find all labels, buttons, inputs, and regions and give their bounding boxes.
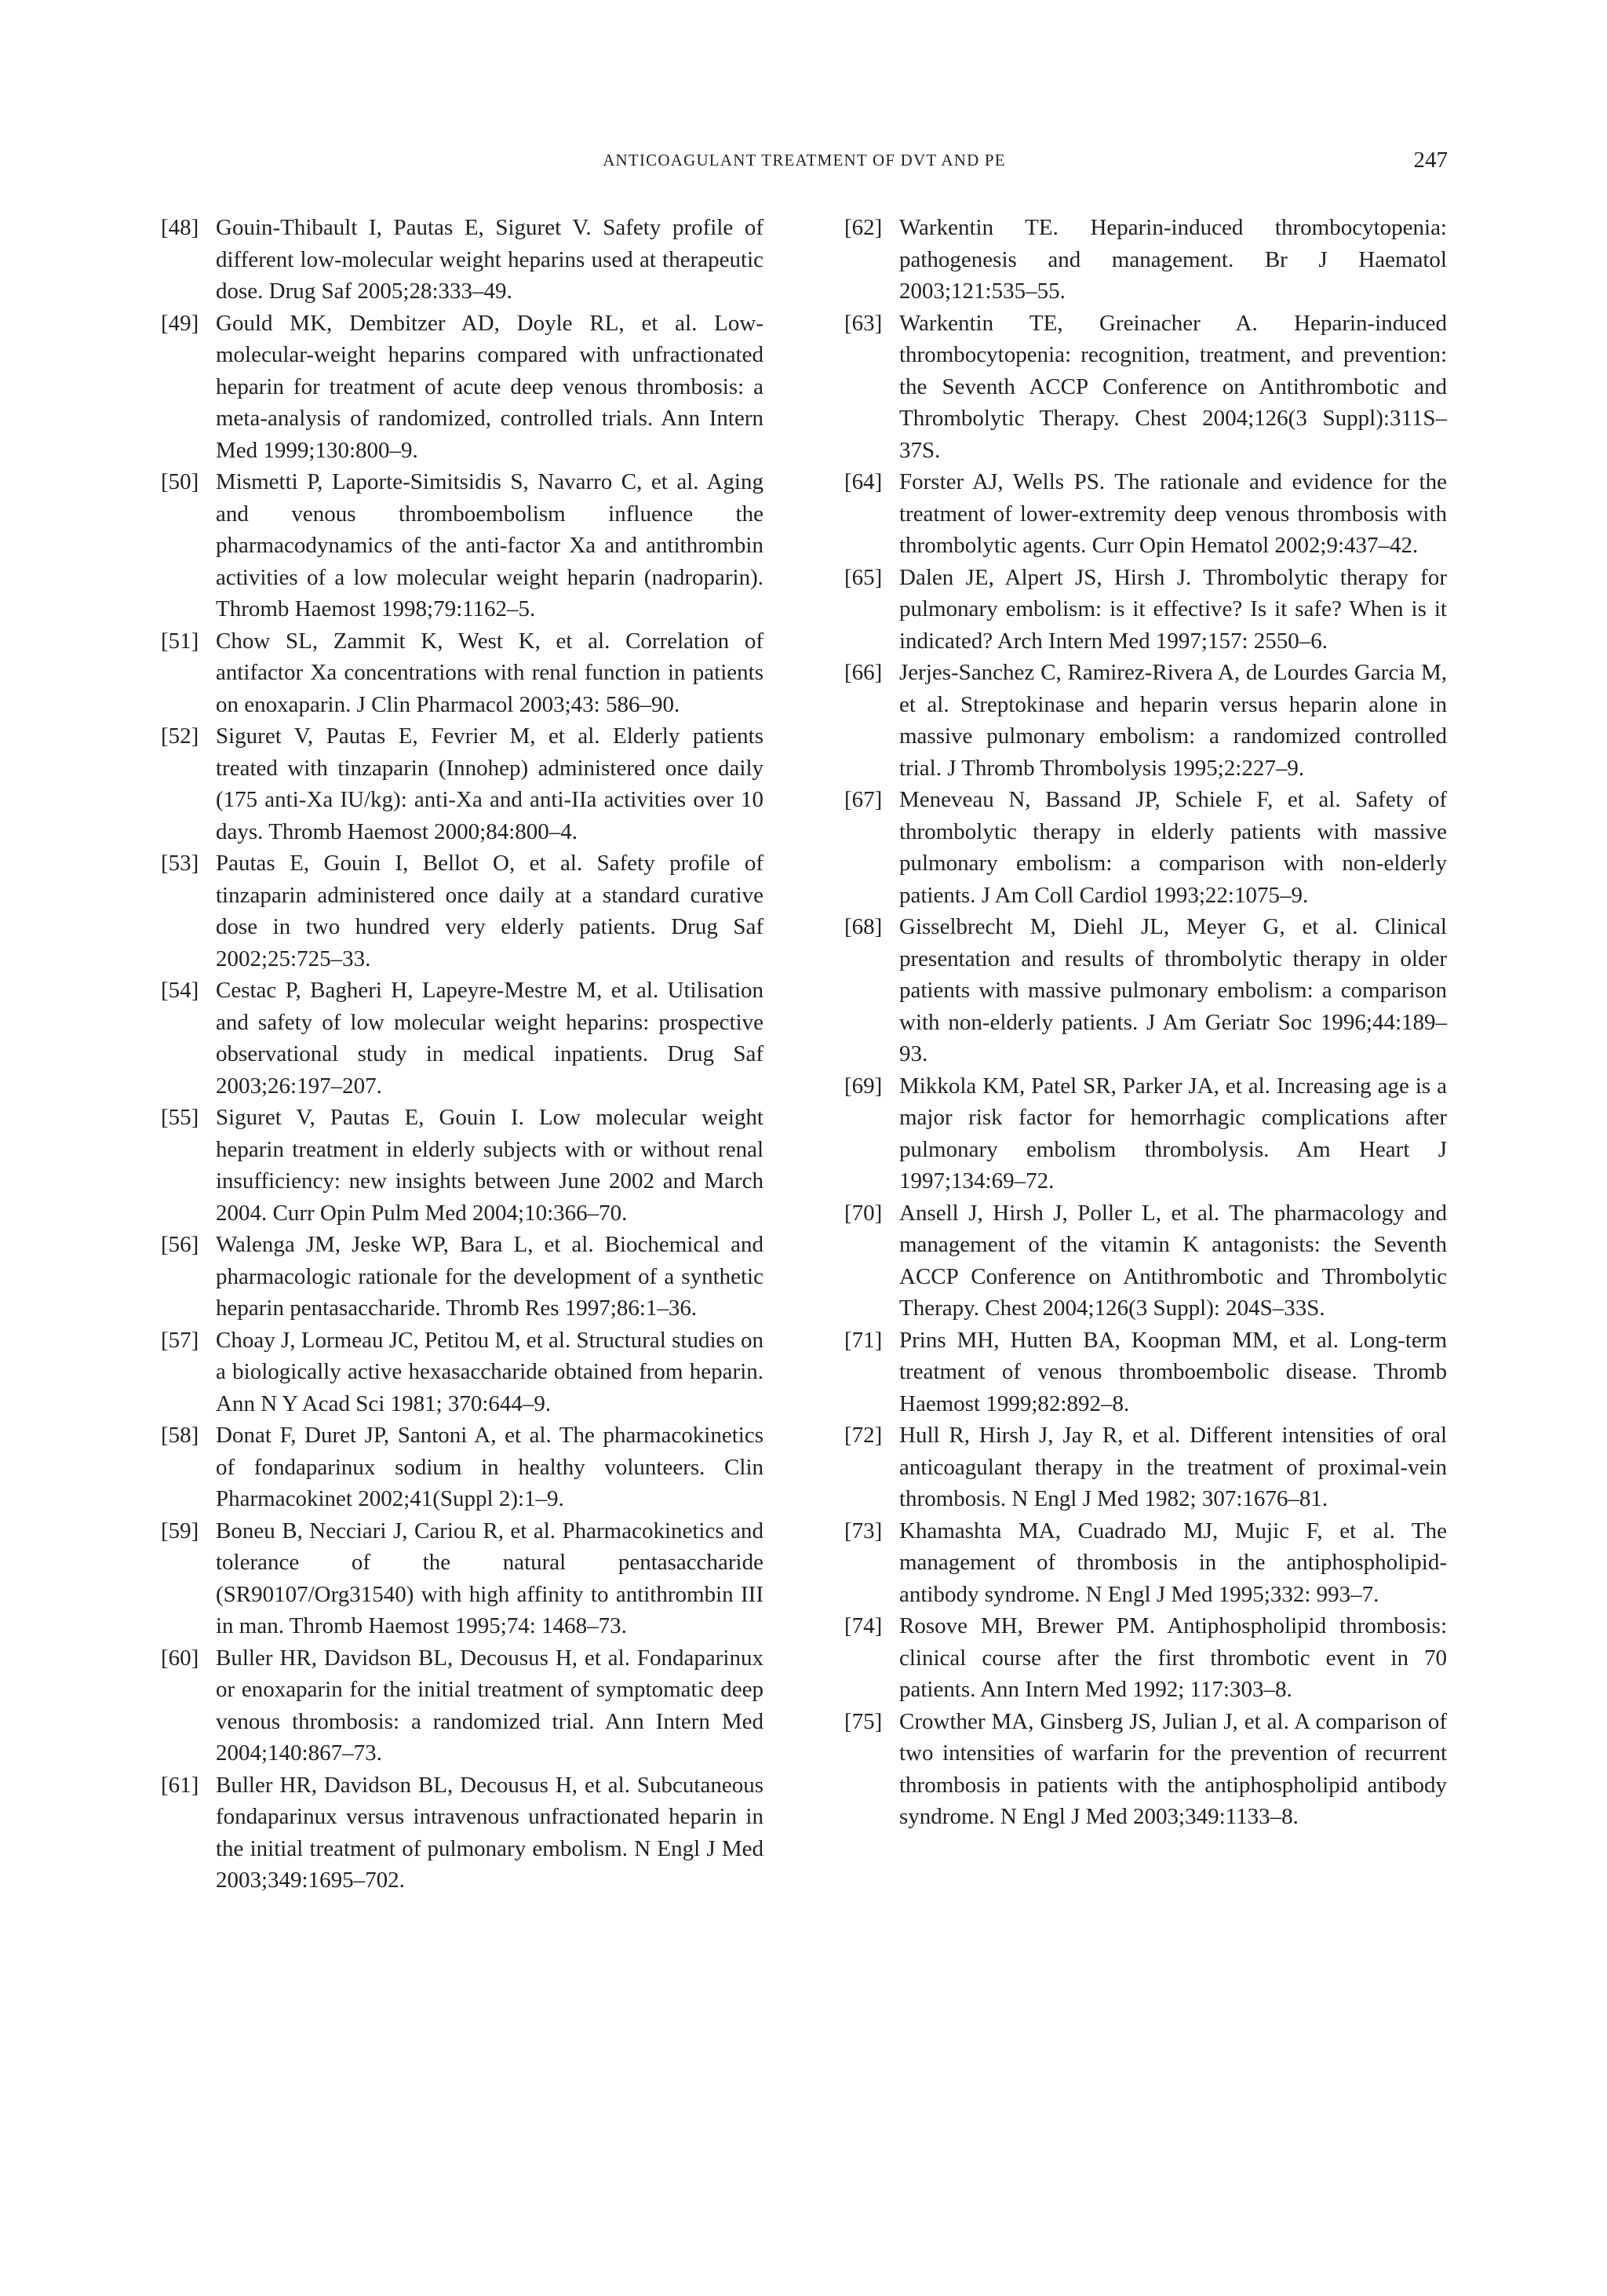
- reference-column-right: [844, 212, 1447, 1833]
- reference-entry: [844, 657, 1447, 784]
- reference-text: Siguret V, Pautas E, Gouin I. Low molecular weight heparin treatment in elderly subjects with or without renal insufficiency: new insights between June 2002 and March 2004. Curr Opin Pulm Med 2004;10:366–70.: [216, 1105, 763, 1226]
- reference-number: [59]: [161, 1518, 199, 1543]
- reference-entry: [844, 1420, 1447, 1515]
- reference-number: [62]: [844, 215, 883, 240]
- reference-entry: [844, 1706, 1447, 1833]
- reference-entry: [844, 784, 1447, 911]
- reference-number: [60]: [161, 1645, 199, 1671]
- reference-number: [63]: [844, 310, 883, 336]
- reference-text: Jerjes-Sanchez C, Ramirez-Rivera A, de Lourdes Garcia M, et al. Streptokinase and heparin versus heparin alone in massive pulmonary embolism: a randomized controlled trial. J Thromb Thrombolysis 1995;2:227–9.: [899, 660, 1447, 781]
- reference-number: [52]: [161, 723, 199, 749]
- reference-text: Hull R, Hirsh J, Jay R, et al. Different intensities of oral anticoagulant therapy in the treatment of proximal-vein thrombosis. N Engl J Med 1982; 307:1676–81.: [899, 1423, 1447, 1511]
- reference-entry: [844, 466, 1447, 562]
- reference-number: [56]: [161, 1232, 199, 1257]
- reference-number: [53]: [161, 851, 199, 876]
- reference-column-left: [161, 212, 763, 1897]
- reference-entry: [161, 212, 763, 308]
- reference-text: Warkentin TE, Greinacher A. Heparin-induced thrombocytopenia: recognition, treatment, and prevention: the Seventh ACCP Conference on Antithrombotic and Thrombolytic Therapy. Chest 2004;126(3 Suppl):311S–37S.: [899, 310, 1447, 463]
- reference-entry: [161, 720, 763, 847]
- reference-number: [50]: [161, 469, 199, 494]
- reference-entry: [844, 562, 1447, 658]
- running-head: [161, 148, 1448, 179]
- reference-text: Warkentin TE. Heparin-induced thrombocytopenia: pathogenesis and management. Br J Haematol 2003;121:535–55.: [899, 215, 1447, 304]
- reference-number: [67]: [844, 787, 883, 812]
- reference-text: Chow SL, Zammit K, West K, et al. Correlation of antifactor Xa concentrations with renal function in patients on enoxaparin. J Clin Pharmacol 2003;43: 586–90.: [216, 628, 763, 717]
- reference-entry: [844, 1610, 1447, 1706]
- reference-text: Mismetti P, Laporte-Simitsidis S, Navarro C, et al. Aging and venous thromboembolism influence the pharmacodynamics of the anti-factor Xa and antithrombin activities of a low molecular weight heparin (nadroparin). Thromb Haemost 1998;79:1162–5.: [216, 469, 763, 621]
- reference-number: [65]: [844, 564, 883, 590]
- running-title: ANTICOAGULANT TREATMENT OF DVT AND PE: [603, 151, 1006, 169]
- reference-text: Meneveau N, Bassand JP, Schiele F, et al. Safety of thrombolytic therapy in elderly patients with massive pulmonary embolism: a comparison with non-elderly patients. J Am Coll Cardiol 1993;22:1075–9.: [899, 787, 1447, 908]
- reference-entry: [161, 1229, 763, 1325]
- reference-number: [69]: [844, 1073, 883, 1099]
- reference-number: [66]: [844, 660, 883, 685]
- reference-entry: [161, 1642, 763, 1769]
- reference-text: Boneu B, Necciari J, Cariou R, et al. Pharmacokinetics and tolerance of the natural pentasaccharide (SR90107/Org31540) with high affinity to antithrombin III in man. Thromb Haemost 1995;74: 1468–73.: [216, 1518, 763, 1638]
- reference-number: [55]: [161, 1105, 199, 1130]
- reference-text: Buller HR, Davidson BL, Decousus H, et al. Subcutaneous fondaparinux versus intravenous unfractionated heparin in the initial treatment of pulmonary embolism. N Engl J Med 2003;349:1695–702.: [216, 1772, 763, 1893]
- reference-text: Pautas E, Gouin I, Bellot O, et al. Safety profile of tinzaparin administered once daily at a standard curative dose in two hundred very elderly patients. Drug Saf 2002;25:725–33.: [216, 851, 763, 971]
- reference-number: [49]: [161, 310, 199, 336]
- reference-text: Rosove MH, Brewer PM. Antiphospholipid thrombosis: clinical course after the first thrombotic event in 70 patients. Ann Intern Med 1992; 117:303–8.: [899, 1613, 1447, 1702]
- reference-entry: [844, 1197, 1447, 1325]
- reference-entry: [161, 1420, 763, 1515]
- reference-entry: [161, 625, 763, 721]
- reference-text: Buller HR, Davidson BL, Decousus H, et al. Fondaparinux or enoxaparin for the initial treatment of symptomatic deep venous thrombosis: a randomized trial. Ann Intern Med 2004;140:867–73.: [216, 1645, 763, 1766]
- reference-number: [64]: [844, 469, 883, 494]
- reference-number: [54]: [161, 978, 199, 1003]
- reference-number: [61]: [161, 1772, 199, 1798]
- reference-number: [68]: [844, 914, 883, 939]
- reference-text: Khamashta MA, Cuadrado MJ, Mujic F, et al. The management of thrombosis in the antiphospholipid-antibody syndrome. N Engl J Med 1995;332: 993–7.: [899, 1518, 1447, 1607]
- reference-text: Forster AJ, Wells PS. The rationale and evidence for the treatment of lower-extremity deep venous thrombosis with thrombolytic agents. Curr Opin Hematol 2002;9:437–42.: [899, 469, 1447, 558]
- reference-number: [73]: [844, 1518, 883, 1543]
- reference-text: Choay J, Lormeau JC, Petitou M, et al. Structural studies on a biologically active hexasaccharide obtained from heparin. Ann N Y Acad Sci 1981; 370:644–9.: [216, 1327, 763, 1416]
- reference-text: Walenga JM, Jeske WP, Bara L, et al. Biochemical and pharmacologic rationale for the development of a synthetic heparin pentasaccharide. Thromb Res 1997;86:1–36.: [216, 1232, 763, 1321]
- reference-number: [72]: [844, 1423, 883, 1448]
- reference-text: Siguret V, Pautas E, Fevrier M, et al. Elderly patients treated with tinzaparin (Innohep) administered once daily (175 anti-Xa IU/kg): anti-Xa and anti-IIa activities over 10 days. Thromb Haemost 2000;84:800–4.: [216, 723, 763, 844]
- reference-number: [71]: [844, 1327, 883, 1353]
- reference-number: [75]: [844, 1708, 883, 1734]
- reference-entry: [161, 308, 763, 467]
- reference-number: [57]: [161, 1327, 199, 1353]
- reference-number: [70]: [844, 1200, 883, 1226]
- page-number: 247: [1413, 148, 1448, 173]
- reference-number: [48]: [161, 215, 199, 240]
- reference-number: [51]: [161, 628, 199, 654]
- reference-text: Cestac P, Bagheri H, Lapeyre-Mestre M, et al. Utilisation and safety of low molecular weight heparins: prospective observational study in medical inpatients. Drug Saf 2003;26:197–207.: [216, 978, 763, 1099]
- reference-entry: [161, 1515, 763, 1642]
- reference-entry: [161, 975, 763, 1102]
- reference-entry: [161, 1325, 763, 1420]
- reference-number: [58]: [161, 1423, 199, 1448]
- reference-number: [74]: [844, 1613, 883, 1638]
- reference-text: Gould MK, Dembitzer AD, Doyle RL, et al. Low-molecular-weight heparins compared with unfractionated heparin for treatment of acute deep venous thrombosis: a meta-analysis of randomized, controlled trials. Ann Intern Med 1999;130:800–9.: [216, 310, 763, 463]
- reference-text: Prins MH, Hutten BA, Koopman MM, et al. Long-term treatment of venous thromboembolic disease. Thromb Haemost 1999;82:892–8.: [899, 1327, 1447, 1416]
- reference-entry: [161, 466, 763, 625]
- reference-text: Gisselbrecht M, Diehl JL, Meyer G, et al. Clinical presentation and results of thrombolytic therapy in older patients with massive pulmonary embolism: a comparison with non-elderly patients. J Am Geriatr Soc 1996;44:189–93.: [899, 914, 1447, 1066]
- reference-entry: [161, 847, 763, 975]
- reference-text: Dalen JE, Alpert JS, Hirsh J. Thrombolytic therapy for pulmonary embolism: is it effective? Is it safe? When is it indicated? Arch Intern Med 1997;157: 2550–6.: [899, 564, 1447, 654]
- reference-text: Donat F, Duret JP, Santoni A, et al. The pharmacokinetics of fondaparinux sodium in healthy volunteers. Clin Pharmacokinet 2002;41(Suppl 2):1–9.: [216, 1423, 763, 1511]
- reference-entry: [844, 1515, 1447, 1611]
- reference-entry: [844, 212, 1447, 308]
- reference-text: Mikkola KM, Patel SR, Parker JA, et al. Increasing age is a major risk factor for hemorrhagic complications after pulmonary embolism thrombolysis. Am Heart J 1997;134:69–72.: [899, 1073, 1447, 1194]
- reference-entry: [844, 911, 1447, 1070]
- reference-entry: [844, 1325, 1447, 1420]
- reference-entry: [844, 1070, 1447, 1197]
- reference-text: Ansell J, Hirsh J, Poller L, et al. The pharmacology and management of the vitamin K antagonists: the Seventh ACCP Conference on Antithrombotic and Thrombolytic Therapy. Chest 2004;126(3 Suppl): 204S–33S.: [899, 1200, 1447, 1321]
- reference-entry: [161, 1769, 763, 1897]
- reference-text: Crowther MA, Ginsberg JS, Julian J, et al. A comparison of two intensities of warfarin for the prevention of recurrent thrombosis in patients with the antiphospholipid antibody syndrome. N Engl J Med 2003;349:1133–8.: [899, 1708, 1447, 1829]
- reference-text: Gouin-Thibault I, Pautas E, Siguret V. Safety profile of different low-molecular weight heparins used at therapeutic dose. Drug Saf 2005;28:333–49.: [216, 215, 763, 304]
- reference-entry: [844, 308, 1447, 467]
- reference-entry: [161, 1102, 763, 1229]
